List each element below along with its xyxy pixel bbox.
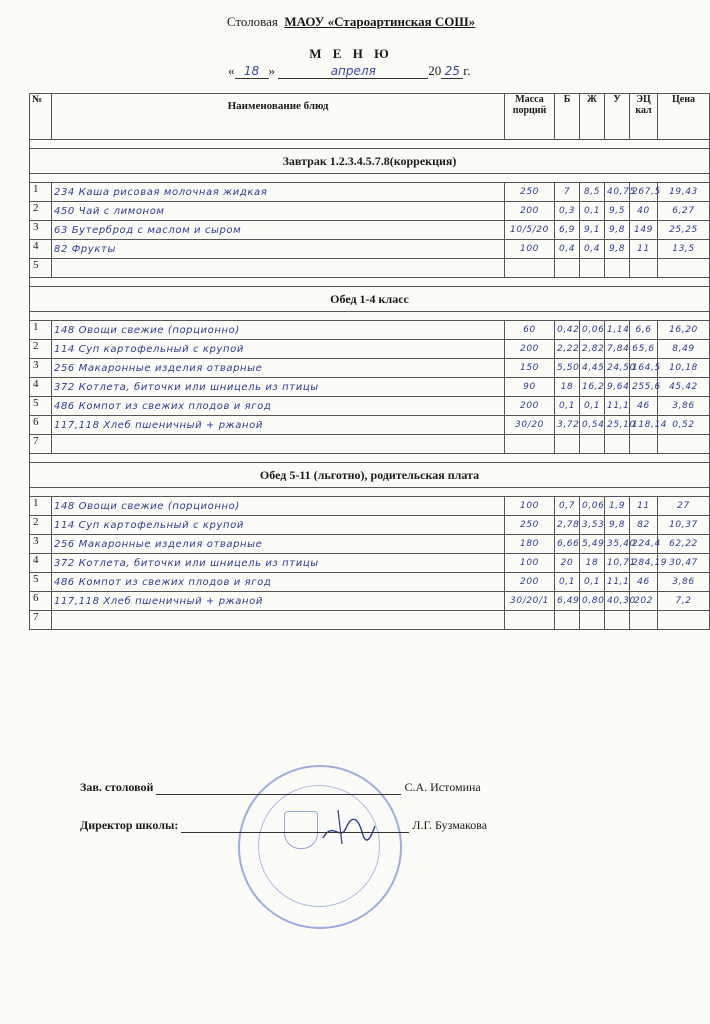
signatures-block	[80, 780, 560, 856]
spacer-cell	[30, 278, 710, 287]
dish-price: 7,2	[658, 592, 710, 611]
dish-price: 16,20	[658, 321, 710, 340]
column-header: №	[30, 94, 52, 140]
date-open-quote: «	[228, 63, 235, 78]
dish-mass	[505, 259, 555, 278]
dish-price: 0,52	[658, 416, 710, 435]
row-number: 3	[30, 535, 52, 554]
dish-price: 8,49	[658, 340, 710, 359]
row-number: 7	[30, 611, 52, 630]
dish-ec: 202	[630, 592, 658, 611]
dish-b: 2,78	[555, 516, 580, 535]
dish-name: 234 Каша рисовая молочная жидкая	[52, 183, 505, 202]
row-number: 2	[30, 202, 52, 221]
dish-ec: 46	[630, 573, 658, 592]
dish-u: 25,10	[605, 416, 630, 435]
dish-j	[580, 259, 605, 278]
section-title: Обед 1-4 класс	[30, 287, 710, 312]
dish-j: 18	[580, 554, 605, 573]
dish-price: 10,18	[658, 359, 710, 378]
dish-name: 256 Макаронные изделия отварные	[52, 535, 505, 554]
dish-ec: 164,5	[630, 359, 658, 378]
table-row	[30, 259, 710, 278]
column-header: У	[605, 94, 630, 140]
dish-u	[605, 259, 630, 278]
dish-b	[555, 435, 580, 454]
canteen-head-signature	[80, 780, 560, 818]
column-header: Ж	[580, 94, 605, 140]
row-number: 7	[30, 435, 52, 454]
dish-u: 24,50	[605, 359, 630, 378]
dish-price: 45,42	[658, 378, 710, 397]
dish-j: 8,5	[580, 183, 605, 202]
dish-ec: 118,14	[630, 416, 658, 435]
dish-u: 35,40	[605, 535, 630, 554]
menu-table	[29, 93, 710, 630]
signature-line	[181, 818, 409, 833]
dish-u: 9,8	[605, 221, 630, 240]
dish-j: 9,1	[580, 221, 605, 240]
table-row	[30, 592, 710, 611]
section-spacer	[30, 174, 710, 183]
dish-j: 0,54	[580, 416, 605, 435]
section-title: Завтрак 1.2.3.4.5.7.8(коррекция)	[30, 149, 710, 174]
spacer-cell	[30, 140, 710, 149]
section-spacer	[30, 278, 710, 287]
dish-j: 0,1	[580, 397, 605, 416]
section-spacer	[30, 488, 710, 497]
dish-name: 117,118 Хлеб пшеничный + ржаной	[52, 592, 505, 611]
dish-ec: 149	[630, 221, 658, 240]
table-row	[30, 202, 710, 221]
dish-mass: 150	[505, 359, 555, 378]
dish-u: 9,8	[605, 516, 630, 535]
dish-u	[605, 611, 630, 630]
table-row	[30, 321, 710, 340]
dish-mass: 250	[505, 516, 555, 535]
dish-name: 82 Фрукты	[52, 240, 505, 259]
dish-mass: 30/20	[505, 416, 555, 435]
table-row	[30, 221, 710, 240]
row-number: 4	[30, 240, 52, 259]
dish-b: 6,49	[555, 592, 580, 611]
dish-u: 9,5	[605, 202, 630, 221]
row-number: 4	[30, 554, 52, 573]
dish-j: 16,2	[580, 378, 605, 397]
canteen-header	[0, 14, 702, 30]
section-spacer	[30, 454, 710, 463]
dish-b: 2,22	[555, 340, 580, 359]
dish-j	[580, 435, 605, 454]
column-header: Б	[555, 94, 580, 140]
dish-u: 11,1	[605, 397, 630, 416]
dish-mass: 90	[505, 378, 555, 397]
dish-b: 0,4	[555, 240, 580, 259]
row-number: 3	[30, 359, 52, 378]
dish-j: 0,06	[580, 497, 605, 516]
school-name: МАОУ «Староартинская СОШ»	[284, 14, 476, 29]
table-row	[30, 554, 710, 573]
dish-mass: 250	[505, 183, 555, 202]
table-row	[30, 340, 710, 359]
row-number: 4	[30, 378, 52, 397]
dish-ec	[630, 435, 658, 454]
dish-name: 486 Компот из свежих плодов и ягод	[52, 573, 505, 592]
dish-j: 0,06	[580, 321, 605, 340]
dish-ec: 11	[630, 240, 658, 259]
table-row	[30, 240, 710, 259]
dish-ec: 65,6	[630, 340, 658, 359]
table-row	[30, 183, 710, 202]
dish-ec: 267,5	[630, 183, 658, 202]
dish-b: 6,9	[555, 221, 580, 240]
dish-j: 0,4	[580, 240, 605, 259]
dish-price: 6,27	[658, 202, 710, 221]
date-year: 25	[441, 64, 463, 79]
director-signature-row	[80, 818, 560, 856]
dish-mass: 100	[505, 240, 555, 259]
dish-b: 0,3	[555, 202, 580, 221]
section-title-row	[30, 149, 710, 174]
dish-ec: 284,19	[630, 554, 658, 573]
dish-ec	[630, 611, 658, 630]
dish-price	[658, 611, 710, 630]
dish-name	[52, 611, 505, 630]
section-spacer	[30, 312, 710, 321]
dish-j: 0,80	[580, 592, 605, 611]
table-header-row	[30, 94, 710, 140]
dish-j: 4,45	[580, 359, 605, 378]
canteen-prefix: Столовая	[226, 14, 278, 29]
dish-mass: 180	[505, 535, 555, 554]
dish-mass: 60	[505, 321, 555, 340]
dish-b: 0,7	[555, 497, 580, 516]
row-number: 6	[30, 416, 52, 435]
dish-name: 256 Макаронные изделия отварные	[52, 359, 505, 378]
section-title: Обед 5-11 (льготно), родительская плата	[30, 463, 710, 488]
dish-j: 0,1	[580, 202, 605, 221]
row-number: 5	[30, 259, 52, 278]
dish-name	[52, 435, 505, 454]
section-title-row	[30, 287, 710, 312]
dish-b: 6,66	[555, 535, 580, 554]
column-header: ЭЦ кал	[630, 94, 658, 140]
dish-mass: 10/5/20	[505, 221, 555, 240]
dish-name: 114 Суп картофельный с крупой	[52, 516, 505, 535]
director-label: Директор школы:	[80, 818, 179, 832]
dish-mass	[505, 611, 555, 630]
row-number: 1	[30, 321, 52, 340]
dish-ec: 82	[630, 516, 658, 535]
column-header: Наименование блюд	[52, 94, 505, 140]
table-row	[30, 378, 710, 397]
dish-ec: 6,6	[630, 321, 658, 340]
dish-u: 40,30	[605, 592, 630, 611]
dish-name: 450 Чай с лимоном	[52, 202, 505, 221]
dish-u: 9,64	[605, 378, 630, 397]
dish-ec: 224,4	[630, 535, 658, 554]
dish-b: 18	[555, 378, 580, 397]
table-row	[30, 359, 710, 378]
dish-price: 3,86	[658, 397, 710, 416]
dish-price: 19,43	[658, 183, 710, 202]
dish-mass: 200	[505, 573, 555, 592]
canteen-head-name: С.А. Истомина	[404, 780, 481, 794]
column-header: Цена	[658, 94, 710, 140]
table-row	[30, 435, 710, 454]
table-row	[30, 397, 710, 416]
dish-name: 117,118 Хлеб пшеничный + ржаной	[52, 416, 505, 435]
dish-u	[605, 435, 630, 454]
dish-b	[555, 259, 580, 278]
dish-mass: 200	[505, 202, 555, 221]
row-number: 6	[30, 592, 52, 611]
dish-j	[580, 611, 605, 630]
table-row	[30, 497, 710, 516]
dish-u: 40,75	[605, 183, 630, 202]
dish-u: 7,84	[605, 340, 630, 359]
date-month: апреля	[278, 64, 428, 79]
table-row	[30, 516, 710, 535]
dish-price: 13,5	[658, 240, 710, 259]
spacer-cell	[30, 454, 710, 463]
director-name: Л.Г. Бузмакова	[412, 818, 488, 832]
dish-b	[555, 611, 580, 630]
dish-ec: 11	[630, 497, 658, 516]
row-number: 1	[30, 497, 52, 516]
dish-b: 3,72	[555, 416, 580, 435]
column-header: Масса порций	[505, 94, 555, 140]
dish-mass: 30/20/1	[505, 592, 555, 611]
row-number: 1	[30, 183, 52, 202]
dish-ec	[630, 259, 658, 278]
table-row	[30, 535, 710, 554]
dish-ec: 46	[630, 397, 658, 416]
dish-price: 10,37	[658, 516, 710, 535]
dish-price: 27	[658, 497, 710, 516]
date-year-prefix: 20	[428, 63, 442, 78]
row-number: 5	[30, 397, 52, 416]
dish-b: 0,1	[555, 397, 580, 416]
dish-u: 9,8	[605, 240, 630, 259]
dish-b: 0,42	[555, 321, 580, 340]
date-close-quote: »	[268, 63, 275, 78]
dish-name: 63 Бутерброд с маслом и сыром	[52, 221, 505, 240]
dish-mass: 200	[505, 340, 555, 359]
row-number: 2	[30, 516, 52, 535]
dish-name: 148 Овощи свежие (порционно)	[52, 497, 505, 516]
date-day: 18	[235, 64, 269, 79]
dish-u: 10,71	[605, 554, 630, 573]
dish-name	[52, 259, 505, 278]
dish-ec: 255,6	[630, 378, 658, 397]
signature-line	[156, 780, 401, 795]
row-number: 5	[30, 573, 52, 592]
dish-price: 62,22	[658, 535, 710, 554]
menu-date	[228, 63, 538, 79]
dish-price: 25,25	[658, 221, 710, 240]
spacer-cell	[30, 488, 710, 497]
page-title: М Е Н Ю	[309, 46, 393, 61]
table-row	[30, 573, 710, 592]
section-spacer	[30, 140, 710, 149]
spacer-cell	[30, 312, 710, 321]
dish-name: 372 Котлета, биточки или шницель из птицы	[52, 378, 505, 397]
dish-price: 30,47	[658, 554, 710, 573]
dish-price	[658, 259, 710, 278]
dish-name: 114 Суп картофельный с крупой	[52, 340, 505, 359]
table-row	[30, 416, 710, 435]
dish-price: 3,86	[658, 573, 710, 592]
dish-u: 1,9	[605, 497, 630, 516]
dish-u: 11,1	[605, 573, 630, 592]
dish-u: 1,14	[605, 321, 630, 340]
dish-name: 372 Котлета, биточки или шницель из птицы	[52, 554, 505, 573]
date-suffix: г.	[463, 63, 471, 78]
spacer-cell	[30, 174, 710, 183]
dish-b: 0,1	[555, 573, 580, 592]
dish-b: 7	[555, 183, 580, 202]
dish-mass: 200	[505, 397, 555, 416]
dish-j: 5,49	[580, 535, 605, 554]
canteen-head-label: Зав. столовой	[80, 780, 154, 794]
dish-mass	[505, 435, 555, 454]
dish-name: 486 Компот из свежих плодов и ягод	[52, 397, 505, 416]
dish-b: 20	[555, 554, 580, 573]
table-row	[30, 611, 710, 630]
section-title-row	[30, 463, 710, 488]
dish-mass: 100	[505, 554, 555, 573]
dish-name: 148 Овощи свежие (порционно)	[52, 321, 505, 340]
row-number: 3	[30, 221, 52, 240]
dish-j: 2,82	[580, 340, 605, 359]
dish-j: 3,53	[580, 516, 605, 535]
dish-j: 0,1	[580, 573, 605, 592]
row-number: 2	[30, 340, 52, 359]
dish-price	[658, 435, 710, 454]
dish-b: 5,50	[555, 359, 580, 378]
dish-ec: 40	[630, 202, 658, 221]
dish-mass: 100	[505, 497, 555, 516]
